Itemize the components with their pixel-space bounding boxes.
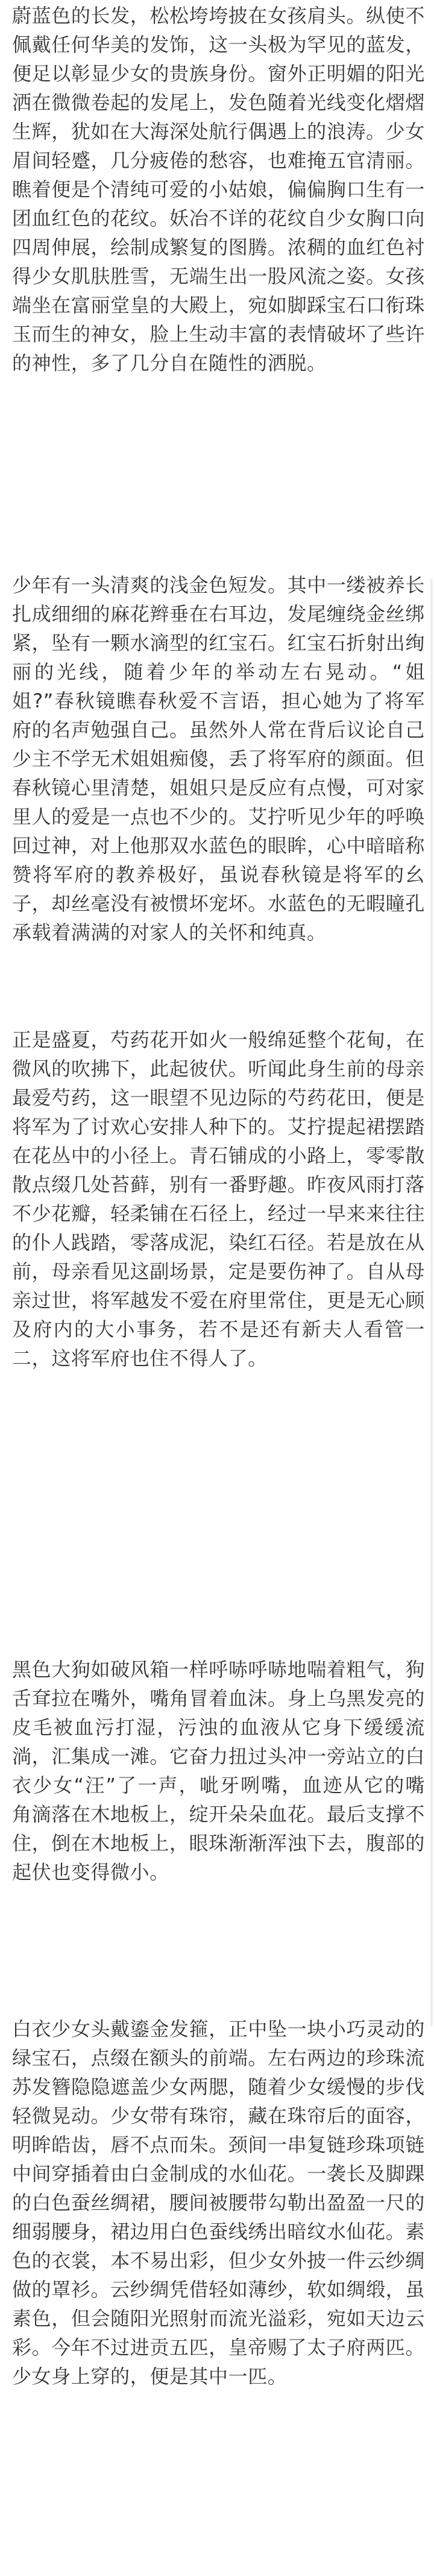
scrollbar-track[interactable]: [429, 0, 434, 2576]
paragraph-5: 白衣少女头戴鎏金发箍，正中坠一块小巧灵动的绿宝石，点缀在额头的前端。左右两边的珍珠流苏发簪隐隐遮盖少女两腮，随着少女缓慢的步伐轻微晃动。少女带有珠帘，藏在珠帘后的面容，明眸皓齿，唇不点而朱。颈间一串复链珍珠项链中间穿插着由白金制成的水仙花。一袭长及脚踝的白色蚕丝绸裙，腰间被腰带勾勒出盈盈一尺的细弱腰身，裙边用白色蚕线绣出暗纹水仙花。素色的衣裳，本不易出彩，但少女外披一件云纱绸做的罩衫。云纱绸凭借轻如薄纱，软如绸缎，虽素色，但会随阳光照射而流光溢彩，宛如天边云彩。今年不过进贡五匹，皇帝赐了太子府两匹。少女身上穿的，便是其中一匹。: [12, 2017, 425, 2388]
paragraph-2: 少年有一头清爽的浅金色短发。其中一缕被养长扎成细细的麻花辫垂在右耳边，发尾缠绕金丝绑紧，坠有一颗水滴型的红宝石。红宝石折射出绚丽的光线，随着少年的举动左右晃动。“姐姐?”春秋镜瞧春秋爱不言语，担心她为了将军府的名声勉强自己。虽然外人常在背后议论自己少主不学无术姐姐痴傻，丢了将军府的颜面。但春秋镜心里清楚，姐姐只是反应有点慢，可对家里人的爱是一点也不少的。艾拧听见少年的呼唤回过神，对上他那双水蓝色的眼眸，心中暗暗称赞将军府的教养极好，虽说春秋镜是将军的幺子，却丝毫没有被惯坏宠坏。水蓝色的无暇瞳孔承载着满满的对家人的关怀和纯真。: [12, 574, 425, 944]
paragraph-1: 蔚蓝色的长发，松松垮垮披在女孩肩头。纵使不佩戴任何华美的发饰，这一头极为罕见的蓝发，便足以彰显少女的贵族身份。窗外正明媚的阳光洒在微微卷起的发尾上，发色随着光线变化熠熠生辉，犹如在大海深处航行偶遇上的浪涛。少女眉间轻蹙，几分疲倦的愁容，也难掩五官清丽。瞧着便是个清纯可爱的小姑娘，偏偏胸口生有一团血红色的花纹。妖冶不详的花纹自少女胸口向四周伸展，绘制成繁复的图腾。浓稠的血红色衬得少女肌肤胜雪，无端生出一股风流之姿。女孩端坐在富丽堂皇的大殿上，宛如脚踩宝石口衔珠玉而生的神女，脸上生动丰富的表情破坏了些许的神性，多了几分自在随性的洒脱。: [12, 4, 425, 375]
paragraph-3: 正是盛夏，芍药花开如火一般绵延整个花甸，在微风的吹拂下，此起彼伏。听闻此身生前的母亲最爱芍药，这一眼望不见边际的芍药花田，便是将军为了讨欢心安排人种下的。艾拧提起裙摆踏在花丛中的小径上。青石铺成的小路上，零零散散点缀几处苔藓，别有一番野趣。昨夜风雨打落不少花瓣，轻柔铺在石径上，经过一早来来往往的仆人践踏，零落成泥，染红石径。若是放在从前，母亲看见这副场景，定是要伤神了。自从母亲过世，将军越发不爱在府里常住，更是无心顾及府内的大小事务，若不是还有新夫人看管一二，这将军府也住不得人了。: [12, 1028, 425, 1370]
paragraph-4: 黑色大狗如破风箱一样呼哧呼哧地喘着粗气，狗舌耷拉在嘴外，嘴角冒着血沫。身上乌黑发亮的皮毛被血污打湿，污浊的血液从它身下缓缓流淌，汇集成一滩。它奋力扭过头冲一旁站立的白衣少女“汪”了一声，呲牙咧嘴，血迹从它的嘴角滴落在木地板上，绽开朵朵血花。最后支撑不住，倒在木地板上，眼珠渐渐浑浊下去，腹部的起伏也变得微小。: [12, 1658, 425, 1884]
scrollbar-thumb[interactable]: [430, 579, 433, 2027]
